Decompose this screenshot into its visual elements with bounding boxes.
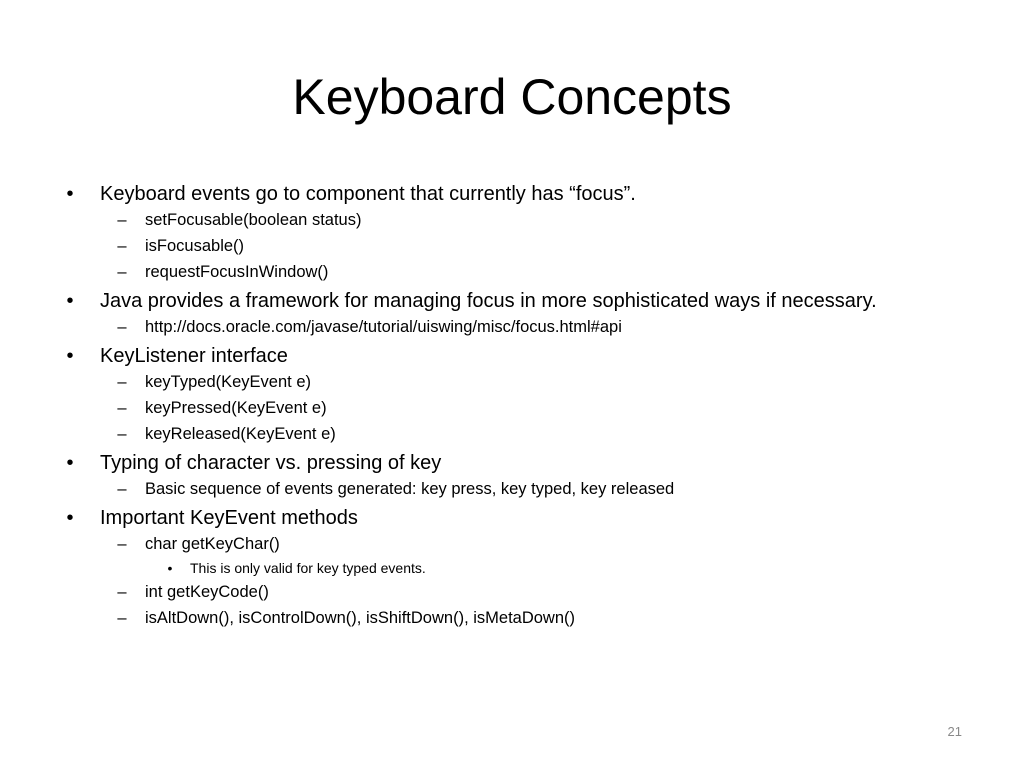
dash-marker: – (117, 373, 127, 391)
bullet-text: Java provides a framework for managing focus in more sophisticated ways if necessary. (100, 290, 877, 312)
page-number: 21 (947, 724, 962, 739)
dash-marker: – (117, 535, 127, 553)
sub-bullet-text: requestFocusInWindow() (145, 263, 329, 281)
bullet-text: KeyListener interface (100, 345, 288, 367)
sub-bullet-text: char getKeyChar() (145, 535, 280, 553)
sub-bullet-item (60, 260, 960, 285)
sub-bullet-item (60, 396, 960, 421)
bullet-marker: • (66, 452, 74, 474)
dash-marker: – (117, 399, 127, 417)
dash-marker: – (117, 237, 127, 255)
bullet-item (60, 289, 960, 314)
bullet-item (60, 344, 960, 369)
sub-sub-bullet-text: This is only valid for key typed events. (190, 560, 426, 576)
sub-bullet-text: setFocusable(boolean status) (145, 211, 362, 229)
slide-title: Keyboard Concepts (292, 69, 732, 125)
dash-marker: – (117, 609, 127, 627)
sub-bullet-item (60, 580, 960, 605)
sub-bullet-link: http://docs.oracle.com/javase/tutorial/uiswing/misc/focus.html#api (145, 318, 622, 336)
dash-marker: – (117, 583, 127, 601)
dash-marker: – (117, 318, 127, 336)
sub-bullet-item (60, 532, 960, 557)
dash-marker: – (117, 480, 127, 498)
sub-bullet-item (60, 315, 960, 340)
bullet-item (60, 182, 960, 207)
sub-bullet-text: isFocusable() (145, 237, 245, 255)
slide-body (60, 178, 960, 631)
bullet-marker: • (66, 290, 74, 312)
sub-bullet-item (60, 477, 960, 502)
sub-bullet-item (60, 234, 960, 259)
sub-bullet-text: keyPressed(KeyEvent e) (145, 399, 327, 417)
bullet-item (60, 506, 960, 531)
bullet-text: Important KeyEvent methods (100, 507, 358, 529)
sub-bullet-text: isAltDown(), isControlDown(), isShiftDown(), isMetaDown() (145, 609, 576, 627)
sub-bullet-text: keyTyped(KeyEvent e) (145, 373, 311, 391)
bullet-marker: • (66, 345, 74, 367)
bullet-item (60, 451, 960, 476)
sub-bullet-text: keyReleased(KeyEvent e) (145, 425, 336, 443)
sub-bullet-item (60, 422, 960, 447)
dash-marker: – (117, 211, 127, 229)
dash-marker: – (117, 263, 127, 281)
bullet-marker: • (66, 507, 74, 529)
sub-bullet-item (60, 208, 960, 233)
dash-marker: – (117, 425, 127, 443)
sub-bullet-text: Basic sequence of events generated: key press, key typed, key released (145, 480, 675, 498)
sub-sub-bullet-item (60, 557, 960, 579)
bullet-text: Keyboard events go to component that currently has “focus”. (100, 183, 636, 205)
sub-bullet-text: int getKeyCode() (145, 583, 269, 601)
sub-bullet-item (60, 606, 960, 631)
sub-bullet-item (60, 370, 960, 395)
bullet-marker: • (66, 183, 74, 205)
bullet-marker: • (167, 560, 173, 576)
bullet-text: Typing of character vs. pressing of key (100, 452, 442, 474)
